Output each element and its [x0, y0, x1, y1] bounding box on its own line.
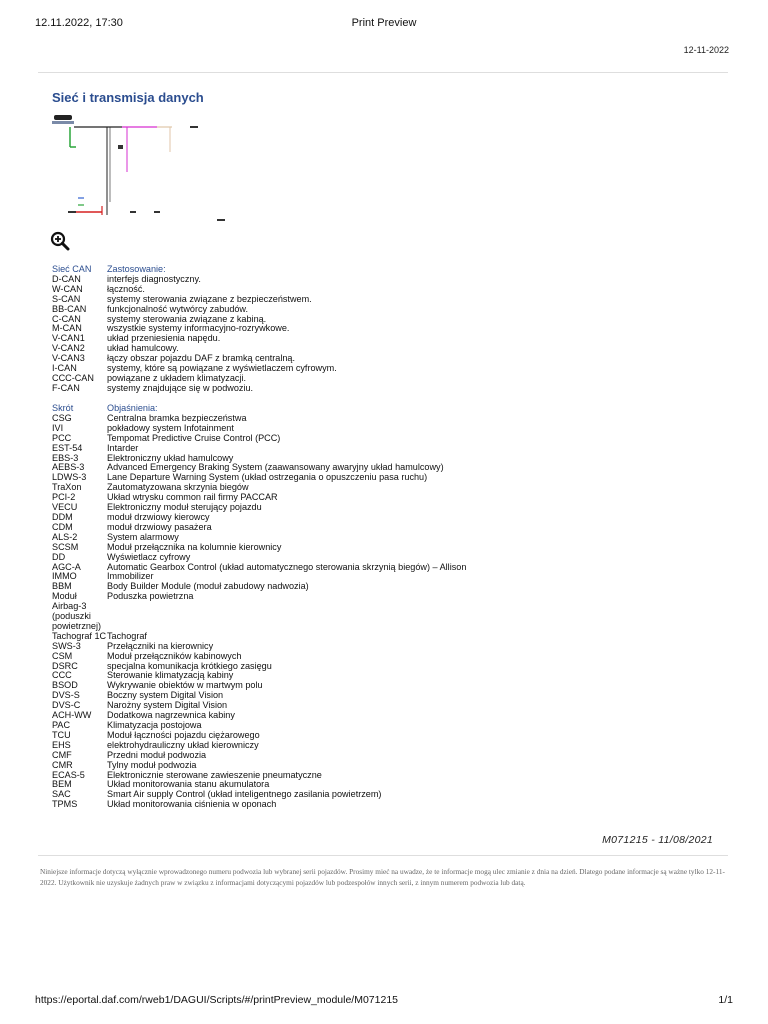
abbreviation-cell: IMMO [52, 571, 77, 582]
abbreviation-cell: DVS-S [52, 690, 80, 701]
header-cell: Objaśnienia: [107, 403, 158, 413]
description-cell: Elektroniczny moduł sterujący pojazdu [107, 502, 262, 513]
description-cell: Body Builder Module (moduł zabudowy nadwozia) [107, 581, 309, 592]
table-row [52, 592, 466, 632]
description-cell: systemy znajdujące się w podwoziu. [107, 382, 254, 393]
abbreviation-cell: ALS-2 [52, 531, 78, 542]
abbreviation-cell: V-CAN1 [52, 333, 85, 344]
abbreviation-cell: I-CAN [52, 363, 77, 374]
abbreviation-cell: SWS-3 [52, 640, 81, 651]
description-cell: moduł drzwiowy kierowcy [107, 511, 210, 522]
description-cell: Klimatyzacja postojowa [107, 720, 202, 730]
description-cell: elektrohydrauliczny układ kierowniczy [107, 739, 259, 750]
document-date: 12-11-2022 [683, 45, 729, 55]
print-title: Print Preview [351, 17, 417, 29]
abbreviation-cell: CDM [52, 521, 73, 532]
abbreviation-cell: Moduł Airbag-3 (poduszki powietrznej) [52, 591, 102, 631]
abbreviation-cell: CSM [52, 650, 73, 661]
abbreviation-cell: Tachograf 1C [52, 630, 107, 641]
description-cell: Tylny moduł podwozia [107, 759, 197, 770]
abbreviation-cell: C-CAN [52, 313, 81, 324]
table-row [52, 800, 466, 810]
description-cell: powiązane z układem klimatyzacji. [107, 372, 246, 383]
abbreviation-cell: BB-CAN [52, 303, 87, 314]
description-cell: wszystkie systemy informacyjno-rozrywkowe. [107, 323, 290, 334]
abbreviation-cell: EST-54 [52, 442, 83, 453]
abbreviation-cell: DSRC [52, 660, 78, 671]
abbreviation-cell: BEM [52, 779, 72, 790]
document-code: M071215 - 11/08/2021 [602, 834, 713, 846]
description-cell: systemy, które są powiązane z wyświetlaczem cyfrowym. [107, 363, 337, 374]
description-cell: Zautomatyzowana skrzynia biegów [107, 482, 249, 493]
page-number: 1/1 [718, 994, 733, 1006]
description-cell: Narożny system Digital Vision [107, 700, 228, 711]
abbreviation-cell: TCU [52, 729, 71, 740]
abbreviation-table [52, 404, 466, 810]
description-cell: Intarder [107, 442, 139, 453]
abbreviation-cell: S-CAN [52, 293, 81, 304]
abbreviation-cell: LDWS-3 [52, 472, 87, 483]
abbreviation-cell: M-CAN [52, 323, 82, 334]
description-cell: Advanced Emergency Braking System (zaawansowany awaryjny układ hamulcowy) [107, 462, 444, 473]
abbreviation-cell: EBS-3 [52, 452, 79, 463]
description-cell: Wykrywanie obiektów w martwym polu [107, 680, 263, 691]
description-cell: systemy sterowania związane z kabiną. [107, 313, 267, 324]
abbreviation-cell: PAC [52, 720, 71, 730]
description-cell: łączność. [107, 283, 145, 294]
abbreviation-cell: BSOD [52, 680, 78, 691]
abbreviation-cell: CCC [52, 670, 72, 681]
can-network-table [52, 265, 337, 394]
description-cell: Moduł przełącznika na kolumnie kierownicy [107, 541, 282, 552]
footer-divider [38, 855, 728, 856]
abbreviation-cell: AGC-A [52, 561, 81, 572]
abbreviation-cell: ACH-WW [52, 710, 92, 721]
abbreviation-cell: CSG [52, 412, 72, 423]
abbreviation-cell: CMF [52, 749, 72, 760]
description-cell: Elektronicznie sterowane zawieszenie pneumatyczne [107, 769, 322, 780]
abbreviation-cell: SAC [52, 789, 71, 800]
table-row [52, 553, 466, 563]
abbreviation-cell: DVS-C [52, 700, 81, 711]
description-cell: funkcjonalność wytwórcy zabudów. [107, 303, 249, 314]
description-cell: łączy obszar pojazdu DAF z bramką centralną. [107, 353, 296, 364]
description-cell: Elektroniczny układ hamulcowy [107, 452, 234, 463]
header-cell: Skrót [52, 403, 74, 413]
zoom-in-icon[interactable] [50, 231, 70, 251]
abbreviation-cell: D-CAN [52, 273, 81, 284]
description-cell: specjalna komunikacja krótkiego zasięgu [107, 660, 272, 671]
abbreviation-cell: VECU [52, 502, 78, 513]
description-cell: Układ monitorowania stanu akumulatora [107, 779, 270, 790]
abbreviation-cell: BBM [52, 581, 72, 592]
description-cell: Sterowanie klimatyzacją kabiny [107, 670, 234, 681]
abbreviation-cell: DDM [52, 511, 73, 522]
abbreviation-cell: V-CAN2 [52, 343, 85, 354]
description-cell: Układ monitorowania ciśnienia w oponach [107, 799, 277, 810]
description-cell: moduł drzwiowy pasażera [107, 521, 212, 532]
description-cell: Układ wtrysku common rail firmy PACCAR [107, 492, 278, 503]
abbreviation-cell: CMR [52, 759, 73, 770]
header-cell: Zastosowanie: [107, 264, 166, 274]
table-row [52, 334, 337, 344]
abbreviation-cell: PCC [52, 432, 72, 443]
abbreviation-cell: TPMS [52, 799, 78, 810]
description-cell: System alarmowy [107, 531, 179, 542]
description-cell: Przedni moduł podwozia [107, 749, 207, 760]
description-cell: Boczny system Digital Vision [107, 690, 224, 701]
header-divider [38, 72, 728, 73]
description-cell: Centralna bramka bezpieczeństwa [107, 412, 247, 423]
abbreviation-cell: SCSM [52, 541, 79, 552]
description-cell: Moduł przełączników kabinowych [107, 650, 242, 661]
description-cell: pokładowy system Infotainment [107, 422, 234, 433]
page-title: Sieć i transmisja danych [52, 90, 204, 105]
description-cell: Lane Departure Warning System (układ ostrzegania o opuszczeniu pasa ruchu) [107, 472, 428, 483]
page-url: https://eportal.daf.com/rweb1/DAGUI/Scripts/#/printPreview_module/M071215 [35, 994, 399, 1006]
description-cell: Tachograf [107, 630, 147, 641]
abbreviation-cell: AEBS-3 [52, 462, 85, 473]
description-cell: systemy sterowania związane z bezpieczeństwem. [107, 293, 312, 304]
table-row [52, 384, 337, 394]
abbreviation-cell: CCC-CAN [52, 372, 94, 383]
abbreviation-cell: W-CAN [52, 283, 83, 294]
abbreviation-cell: F-CAN [52, 382, 80, 393]
abbreviation-cell: EHS [52, 739, 71, 750]
description-cell: Immobilizer [107, 571, 154, 582]
abbreviation-cell: DD [52, 551, 66, 562]
description-cell: Automatic Gearbox Control (układ automatycznego sterowania skrzynią biegów) – Allison [107, 561, 467, 572]
description-cell: interfejs diagnostyczny. [107, 273, 201, 284]
table-row [52, 275, 337, 285]
print-datetime: 12.11.2022, 17:30 [35, 17, 123, 29]
description-cell: Tempomat Predictive Cruise Control (PCC) [107, 432, 281, 443]
disclaimer: Niniejsze informacje dotyczą wyłącznie wprowadzonego numeru podwozia lub wybranej serii pojazdów. Prosimy mieć na uwadze, że te informacje mogą ulec zmianie z dnia na dzień. Dlatego podane informacje są ważne tylko 12-11-2022. Użytkownik nie uzyskuje żadnych praw w związku z informacjami dotyczącymi pojazdów lub podzespołów innych serii, z innym numerem podwozia lub datą. [40, 867, 725, 887]
header-cell: Sieć CAN [52, 264, 92, 274]
abbreviation-cell: IVI [52, 422, 64, 433]
description-cell: Dodatkowa nagrzewnica kabiny [107, 710, 235, 721]
description-cell: Poduszka powietrzna [107, 591, 194, 602]
description-cell: układ hamulcowy. [107, 343, 179, 354]
description-cell: Wyświetlacz cyfrowy [107, 551, 191, 562]
description-cell: Przełączniki na kierownicy [107, 640, 214, 651]
abbreviation-cell: PCI-2 [52, 492, 76, 503]
abbreviation-cell: ECAS-5 [52, 769, 85, 780]
description-cell: Smart Air supply Control (układ inteligentnego zasilania powietrzem) [107, 789, 382, 800]
abbreviation-cell: V-CAN3 [52, 353, 85, 364]
abbreviation-cell: TraXon [52, 482, 82, 493]
description-cell: układ przeniesienia napędu. [107, 333, 221, 344]
description-cell: Moduł łączności pojazdu ciężarowego [107, 729, 260, 740]
network-diagram [52, 112, 242, 227]
